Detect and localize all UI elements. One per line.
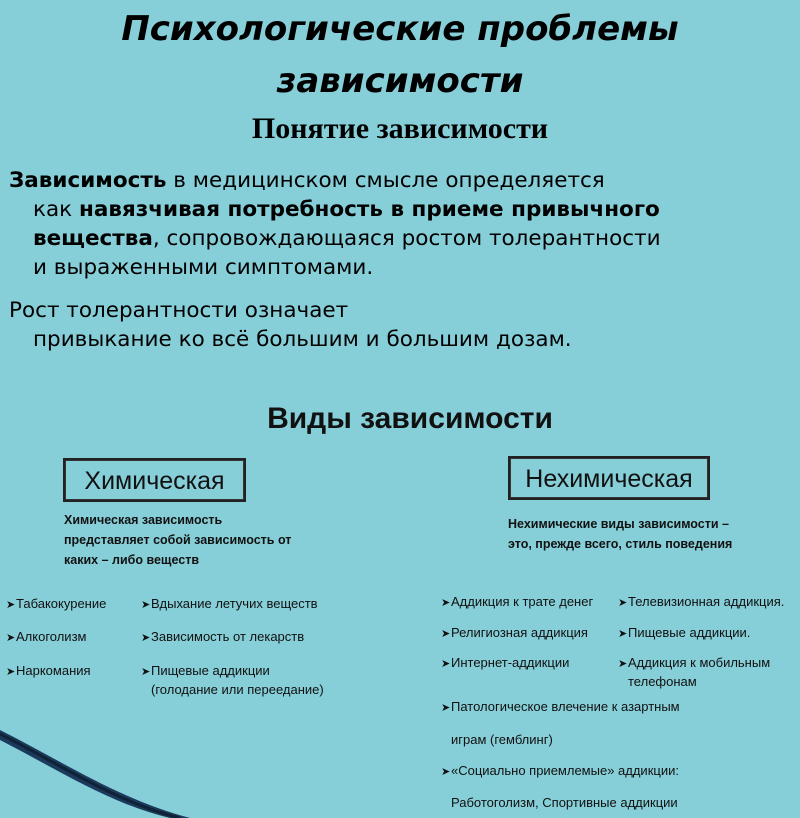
arrow-bullet-icon: ➤ <box>618 658 628 670</box>
chemical-box <box>63 458 246 502</box>
arrow-bullet-icon: ➤ <box>618 597 628 609</box>
list-item: ➤Пищевые аддикции (голодание или переедание) <box>141 663 324 697</box>
chemical-desc-line-2: представляет собой зависимость от <box>64 533 292 547</box>
list-item: ➤Пищевые аддикции. <box>618 624 750 643</box>
chemical-desc-line-1: Химическая зависимость <box>64 513 223 527</box>
list-item-continuation: Работоголизм, Спортивные аддикции <box>451 795 678 810</box>
chemical-desc-line-3: каких – либо веществ <box>64 553 200 567</box>
list-item: ➤Телевизионная аддикция. <box>618 593 784 612</box>
arrow-bullet-icon: ➤ <box>441 702 451 714</box>
arrow-bullet-icon: ➤ <box>441 658 451 670</box>
list-item: ➤Религиозная аддикция <box>441 624 588 643</box>
def-text-4: и выраженными симптомами. <box>33 255 374 280</box>
list-item-continuation: телефонам <box>628 674 697 689</box>
list-item: ➤Интернет-аддикции <box>441 654 569 673</box>
tolerance-paragraph <box>9 296 799 354</box>
list-item: ➤Аддикция к трате денег <box>441 593 593 612</box>
list-item: ➤Алкоголизм <box>6 628 86 647</box>
page-title-line-1: Психологические проблемы <box>121 9 679 49</box>
tolerance-line-2: привыкание ко всё большим и большим дозам. <box>33 327 572 352</box>
nonchemical-description <box>508 514 788 554</box>
arrow-bullet-icon: ➤ <box>441 628 451 640</box>
list-item: ➤Зависимость от лекарств <box>141 628 304 647</box>
definition-paragraph <box>9 166 799 282</box>
page-subtitle: Понятие зависимости <box>251 112 549 145</box>
list-item: ➤Наркомания <box>6 662 91 681</box>
nonchemical-box <box>508 456 710 500</box>
arrow-bullet-icon: ➤ <box>141 666 151 678</box>
nonchemical-desc-line-1: Нехимические виды зависимости – <box>508 517 729 531</box>
def-text-1: в медицинском смысле определяется <box>166 168 605 193</box>
list-item: ➤Вдыхание летучих веществ <box>141 595 318 614</box>
nonchemical-desc-line-2: это, прежде всего, стиль поведения <box>508 537 733 551</box>
def-text-3: , сопровождающаяся ростом толерантности <box>152 226 661 251</box>
arrow-bullet-icon: ➤ <box>141 599 151 611</box>
chemical-description <box>64 510 324 570</box>
types-title: Виды зависимости <box>267 402 553 435</box>
arrow-bullet-icon: ➤ <box>441 597 451 609</box>
list-item: ➤Табакокурение <box>6 595 106 614</box>
arrow-bullet-icon: ➤ <box>6 599 16 611</box>
def-text-2-prefix: как <box>33 197 79 222</box>
arrow-bullet-icon: ➤ <box>618 628 628 640</box>
decorative-swoosh <box>0 700 200 818</box>
def-bold-word: вещества <box>33 226 153 251</box>
tolerance-line-1: Рост толерантности означает <box>9 298 349 323</box>
list-item-continuation: играм (гемблинг) <box>451 732 553 747</box>
chemical-label: Химическая <box>65 460 244 500</box>
def-bold-phrase: навязчивая потребность в приеме привычного <box>78 197 660 222</box>
list-item: ➤«Социально приемлемые» аддикции: <box>441 762 679 781</box>
arrow-bullet-icon: ➤ <box>141 632 151 644</box>
term-dependence: Зависимость <box>9 168 167 193</box>
arrow-bullet-icon: ➤ <box>6 632 16 644</box>
nonchemical-label: Нехимическая <box>510 458 708 498</box>
list-item: ➤Аддикция к мобильным телефонам <box>618 655 771 689</box>
page-title-line-2: зависимости <box>276 61 524 101</box>
list-item: ➤Патологическое влечение к азартным <box>441 698 680 717</box>
arrow-bullet-icon: ➤ <box>441 766 451 778</box>
list-item-continuation: (голодание или переедание) <box>151 682 324 697</box>
arrow-bullet-icon: ➤ <box>6 666 16 678</box>
